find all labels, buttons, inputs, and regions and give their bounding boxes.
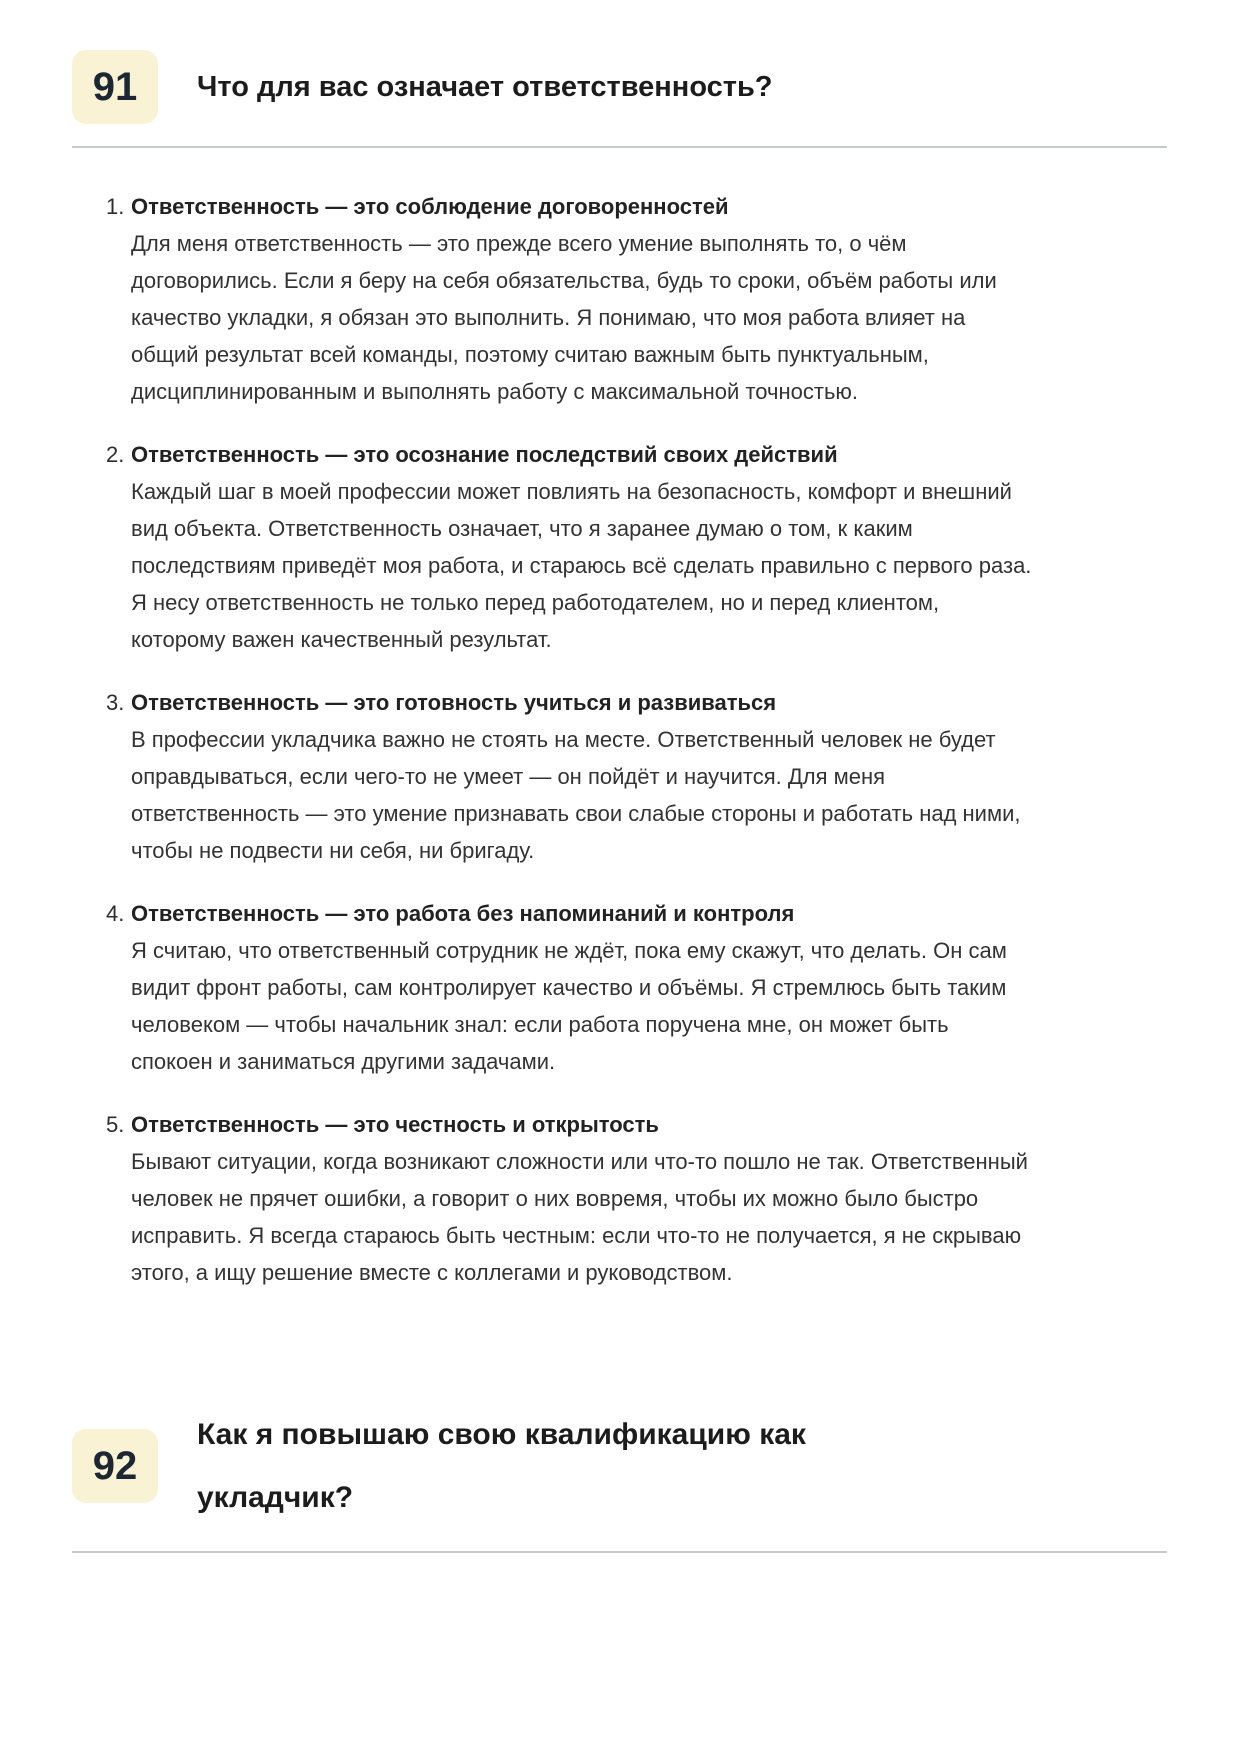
item-content: [131, 436, 1036, 658]
list-item: [106, 895, 1167, 1080]
item-content: [131, 188, 1036, 410]
section-number-badge: 92: [72, 1429, 158, 1503]
item-content: [131, 895, 1036, 1080]
item-heading: Ответственность — это готовность учиться и развиваться: [131, 690, 777, 715]
section-number-badge: 91: [72, 50, 158, 124]
item-number: 3.: [106, 690, 125, 715]
list-item: [106, 1106, 1167, 1291]
item-content: [131, 684, 1036, 869]
section-header-92: [72, 1403, 1167, 1529]
item-number: 1.: [106, 194, 125, 219]
section-divider: [72, 146, 1167, 148]
section-divider: [72, 1551, 1167, 1553]
qa-list: [72, 188, 1167, 1291]
item-heading: Ответственность — это осознание последствий своих действий: [131, 442, 838, 467]
item-number: 4.: [106, 901, 125, 926]
item-heading: Ответственность — это соблюдение договоренностей: [131, 194, 729, 219]
list-item: [106, 684, 1167, 869]
item-body: Для меня ответственность — это прежде всего умение выполнять то, о чём договорились. Если я беру на себя обязательства, будь то сроки, объём работы или качество укладки, я обязан это выполнить. Я понимаю, что моя работа влияет на общий результат всей команды, поэтому считаю важным быть пунктуальным, дисциплинированным и выполнять работу с максимальной точностью.: [131, 231, 997, 404]
section-title: Что для вас означает ответственность?: [197, 71, 773, 103]
list-item: [106, 436, 1167, 658]
list-item: [106, 188, 1167, 410]
item-number: 2.: [106, 442, 125, 467]
item-body: Каждый шаг в моей профессии может повлиять на безопасность, комфорт и внешний вид объекта. Ответственность означает, что я заранее думаю о том, к каким последствиям приведёт моя работа, и стараюсь всё сделать правильно с первого раза. Я несу ответственность не только перед работодателем, но и перед клиентом, которому важен качественный результат.: [131, 479, 1032, 652]
item-body: В профессии укладчика важно не стоять на месте. Ответственный человек не будет оправдываться, если чего-то не умеет — он пойдёт и научится. Для меня ответственность — это умение признавать свои слабые стороны и работать над ними, чтобы не подвести ни себя, ни бригаду.: [131, 727, 1021, 863]
item-body: Бывают ситуации, когда возникают сложности или что-то пошло не так. Ответственный человек не прячет ошибки, а говорит о них вовремя, чтобы их можно было быстро исправить. Я всегда стараюсь быть честным: если что-то не получается, я не скрываю этого, а ищу решение вместе с коллегами и руководством.: [131, 1149, 1028, 1285]
item-number: 5.: [106, 1112, 125, 1137]
section-header-91: [72, 50, 1167, 124]
item-body: Я считаю, что ответственный сотрудник не ждёт, пока ему скажут, что делать. Он сам видит фронт работы, сам контролирует качество и объёмы. Я стремлюсь быть таким человеком — чтобы начальник знал: если работа поручена мне, он может быть спокоен и заниматься другими задачами.: [131, 938, 1007, 1074]
item-content: [131, 1106, 1036, 1291]
item-heading: Ответственность — это честность и открытость: [131, 1112, 659, 1137]
item-heading: Ответственность — это работа без напоминаний и контроля: [131, 901, 795, 926]
section-title: Как я повышаю свою квалификацию как укладчик?: [197, 1418, 806, 1514]
